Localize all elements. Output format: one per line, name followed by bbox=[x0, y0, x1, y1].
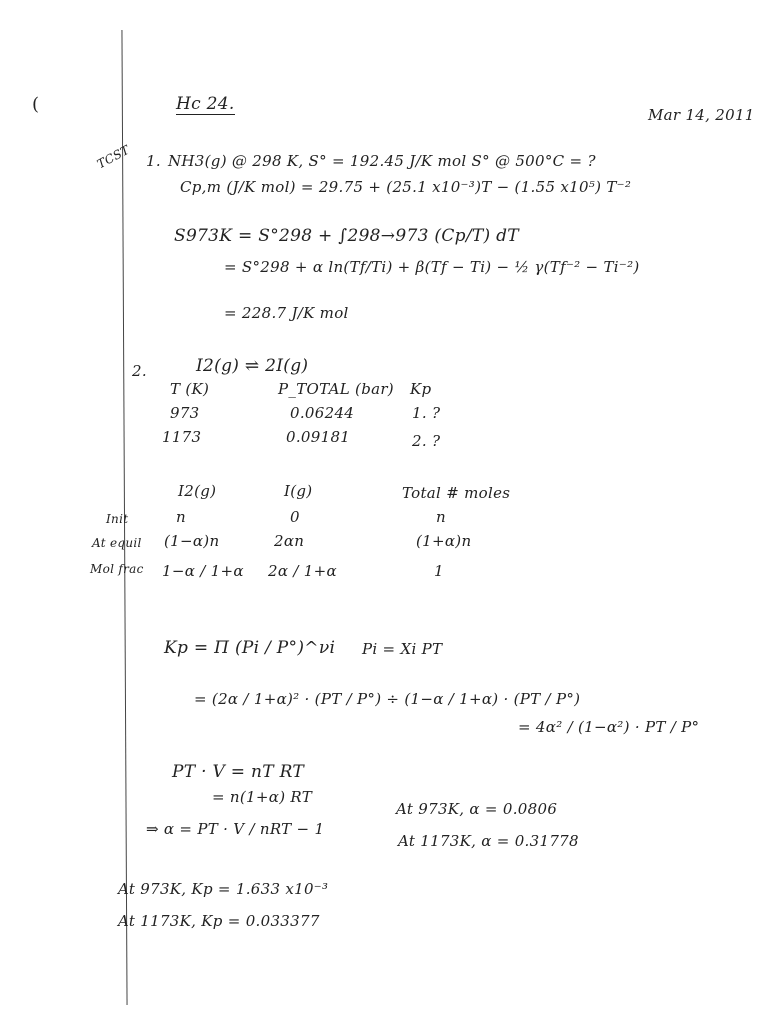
data-cell: 0.06244 bbox=[290, 404, 355, 422]
ice-row-label: At equil bbox=[92, 536, 142, 550]
side-note: TCST bbox=[94, 142, 132, 172]
data-cell: 1173 bbox=[162, 428, 202, 446]
data-cell: 973 bbox=[170, 404, 200, 422]
kp-expansion: = (2α / 1+α)² · (PT / P°) ÷ (1−α / 1+α) · (PT / P°) bbox=[194, 690, 581, 708]
problem1-expanded: = S°298 + α ln(Tf/Ti) + β(Tf − Ti) − ½ γ(Tf⁻² − Ti⁻²) bbox=[224, 258, 640, 276]
ice-cell: 2α / 1+α bbox=[268, 562, 337, 580]
kp-973: At 973K, Kp = 1.633 x10⁻³ bbox=[118, 880, 329, 898]
ideal-gas-law: PT · V = nT RT bbox=[172, 762, 305, 782]
ice-header: Total # moles bbox=[402, 484, 511, 502]
problem1-integral: S973K = S°298 + ∫298→973 (Cp/T) dT bbox=[174, 226, 519, 246]
ice-cell: n bbox=[436, 508, 446, 526]
ice-cell: 2αn bbox=[274, 532, 305, 550]
ice-cell: 1−α / 1+α bbox=[162, 562, 244, 580]
ideal-gas-law-2: = n(1+α) RT bbox=[212, 788, 313, 806]
problem2-reaction: I2(g) ⇌ 2I(g) bbox=[196, 356, 309, 376]
alpha-1173: At 1173K, α = 0.31778 bbox=[398, 832, 579, 850]
data-header-temp: T (K) bbox=[170, 380, 210, 398]
ice-cell: n bbox=[176, 508, 186, 526]
margin-mark: ( bbox=[32, 94, 40, 115]
alpha-equation: ⇒ α = PT · V / nRT − 1 bbox=[146, 820, 325, 838]
problem1-heat-capacity: Cp,m (J/K mol) = 29.75 + (25.1 x10⁻³)T − (1.55 x10⁵) T⁻² bbox=[180, 178, 632, 196]
problem1-result: = 228.7 J/K mol bbox=[224, 304, 349, 322]
problem2-number: 2. bbox=[132, 362, 147, 380]
data-header-kp: Kp bbox=[410, 380, 432, 398]
data-header-ptotal: P_TOTAL (bar) bbox=[278, 380, 394, 398]
data-cell: 1. ? bbox=[412, 404, 441, 422]
kp-final: = 4α² / (1−α²) · PT / P° bbox=[518, 718, 700, 736]
ice-cell: (1−α)n bbox=[164, 532, 220, 550]
ice-header: I2(g) bbox=[178, 482, 217, 500]
partial-pressure: Pi = Xi PT bbox=[362, 640, 443, 658]
ice-row-label: Mol frac bbox=[90, 562, 144, 576]
ice-row-label: Init bbox=[106, 512, 129, 526]
page-title: Hc 24. bbox=[176, 94, 235, 114]
problem1-statement: NH3(g) @ 298 K, S° = 192.45 J/K mol S° @ 500°C = ? bbox=[168, 152, 596, 170]
alpha-973: At 973K, α = 0.0806 bbox=[396, 800, 558, 818]
problem1-number: 1. bbox=[146, 152, 161, 170]
data-cell: 0.09181 bbox=[286, 428, 351, 446]
ice-header: I(g) bbox=[284, 482, 313, 500]
kp-definition: Kp = Π (Pi / P°)^νi bbox=[164, 638, 336, 658]
ice-cell: (1+α)n bbox=[416, 532, 472, 550]
ice-cell: 0 bbox=[290, 508, 300, 526]
kp-1173: At 1173K, Kp = 0.033377 bbox=[118, 912, 320, 930]
ice-cell: 1 bbox=[434, 562, 444, 580]
data-cell: 2. ? bbox=[412, 432, 441, 450]
date: Mar 14, 2011 bbox=[648, 106, 755, 124]
